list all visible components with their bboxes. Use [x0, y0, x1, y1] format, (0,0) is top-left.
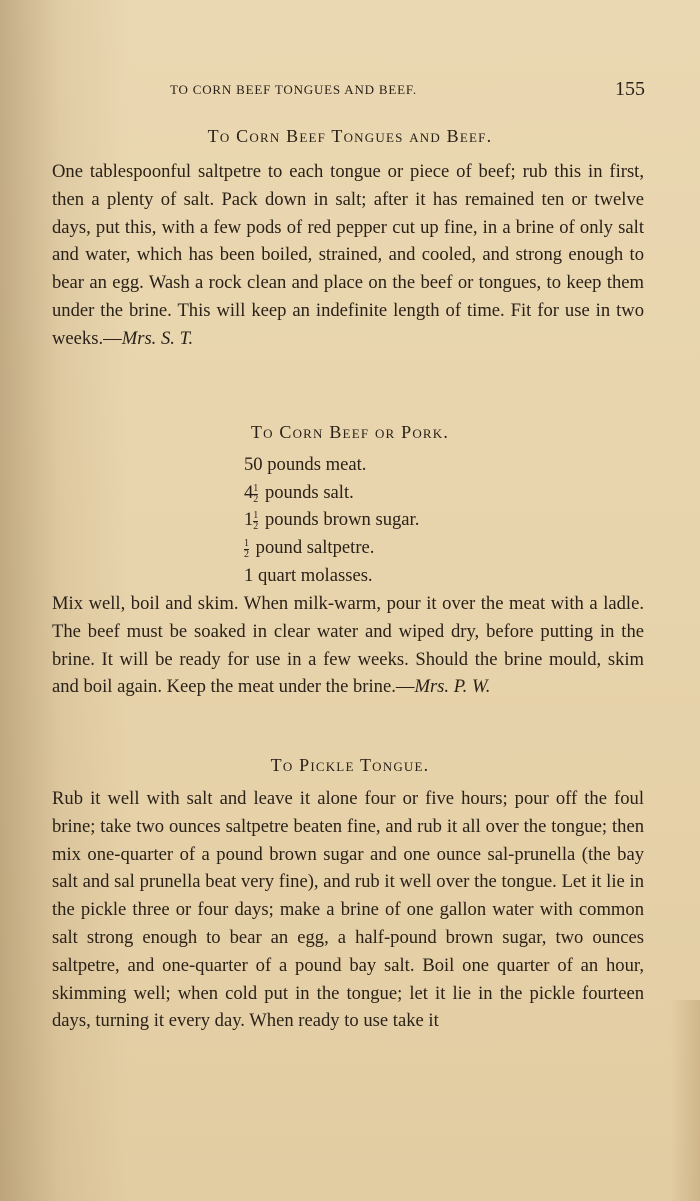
- fraction-numerator: 1: [253, 510, 259, 522]
- running-head: [170, 78, 645, 104]
- ingredient-item: [244, 562, 419, 590]
- ingredient-fraction: [244, 539, 249, 560]
- ingredient-list: [244, 451, 419, 590]
- section-title-corn-beef-pork: To Corn Beef or Pork.: [250, 422, 450, 442]
- ingredient-text: pounds brown sugar.: [260, 509, 420, 531]
- ingredient-text: quart molasses.: [253, 564, 373, 586]
- fraction-numerator: 1: [244, 538, 249, 550]
- recipe-signature: Mrs. S. T.: [121, 327, 194, 349]
- ingredient-fraction: [253, 511, 258, 532]
- fraction-denominator: 2: [253, 493, 259, 505]
- page-number: 155: [615, 78, 645, 100]
- section-title-pickle-tongue: To Pickle Tongue.: [270, 755, 430, 775]
- recipe-text: Mix well, boil and skim. When milk-warm, pour it over the meat with a ladle. The beef must be soaked in clear water and wiped dry, before putting in the brine. It will be ready for use in a few weeks. Should the brine mould, skim and boil again. Keep the meat under the brine.—: [52, 593, 644, 698]
- ingredient-quantity: 4: [244, 481, 254, 503]
- recipe-paragraph-corn-beef-tongues: [52, 158, 644, 353]
- ingredient-item: [244, 534, 419, 562]
- ingredient-text: pounds meat.: [262, 454, 367, 475]
- running-title: TO CORN BEEF TONGUES AND BEEF.: [170, 82, 417, 97]
- ingredient-item: [244, 479, 419, 507]
- fraction-denominator: 2: [244, 549, 249, 561]
- ingredient-quantity: 50: [244, 454, 263, 475]
- ingredient-item: [244, 451, 419, 479]
- recipe-signature: Mrs. P. W.: [414, 676, 491, 698]
- fraction-numerator: 1: [253, 482, 259, 494]
- section-title-corn-beef-tongues: To Corn Beef Tongues and Beef.: [207, 126, 493, 146]
- recipe-paragraph-pickle-tongue: Rub it well with salt and leave it alone four or five hours; pour off the foul brine; take two ounces saltpetre beaten fine, and rub it all over the tongue; then mix one-quarter of a pound brown sugar and one ounce sal-prunella (the bay salt and sal prunella beat very fine), and rub it well over the tongue. Let it lie in the pickle three or four days; make a brine of one gallon water with common salt strong enough to bear an egg, a half-pound brown sugar, two ounces saltpetre, and one-quarter of a pound bay salt. Boil one quarter of an hour, skimming well; when cold put in the tongue; let it lie in the pickle fourteen days, turning it every day. When ready to use take it: [52, 788, 644, 1032]
- ingredient-text: pound saltpetre.: [251, 537, 375, 559]
- page-edge-shadow: [670, 1000, 700, 1201]
- ingredient-quantity: 1: [244, 564, 254, 586]
- ingredient-quantity: 1: [244, 509, 254, 531]
- recipe-paragraph-corn-beef-pork: [52, 590, 644, 701]
- ingredient-text: pounds salt.: [260, 481, 354, 503]
- recipe-text: One tablespoonful saltpetre to each tongue or piece of beef; rub this in first, then a plenty of salt. Pack down in salt; after it has remained ten or twelve days, put this, with a few pods of red pepper cut up fine, in a brine of only salt and water, which has been boiled, strained, and cooled, and strong enough to bear an egg. Wash a rock clean and place on the beef or tongues, to keep them under the brine. This will keep an indefinite length of time. Fit for use in two weeks.—: [52, 161, 644, 349]
- ingredient-fraction: [253, 484, 258, 505]
- fraction-denominator: 2: [253, 521, 259, 533]
- ingredient-item: [244, 506, 419, 534]
